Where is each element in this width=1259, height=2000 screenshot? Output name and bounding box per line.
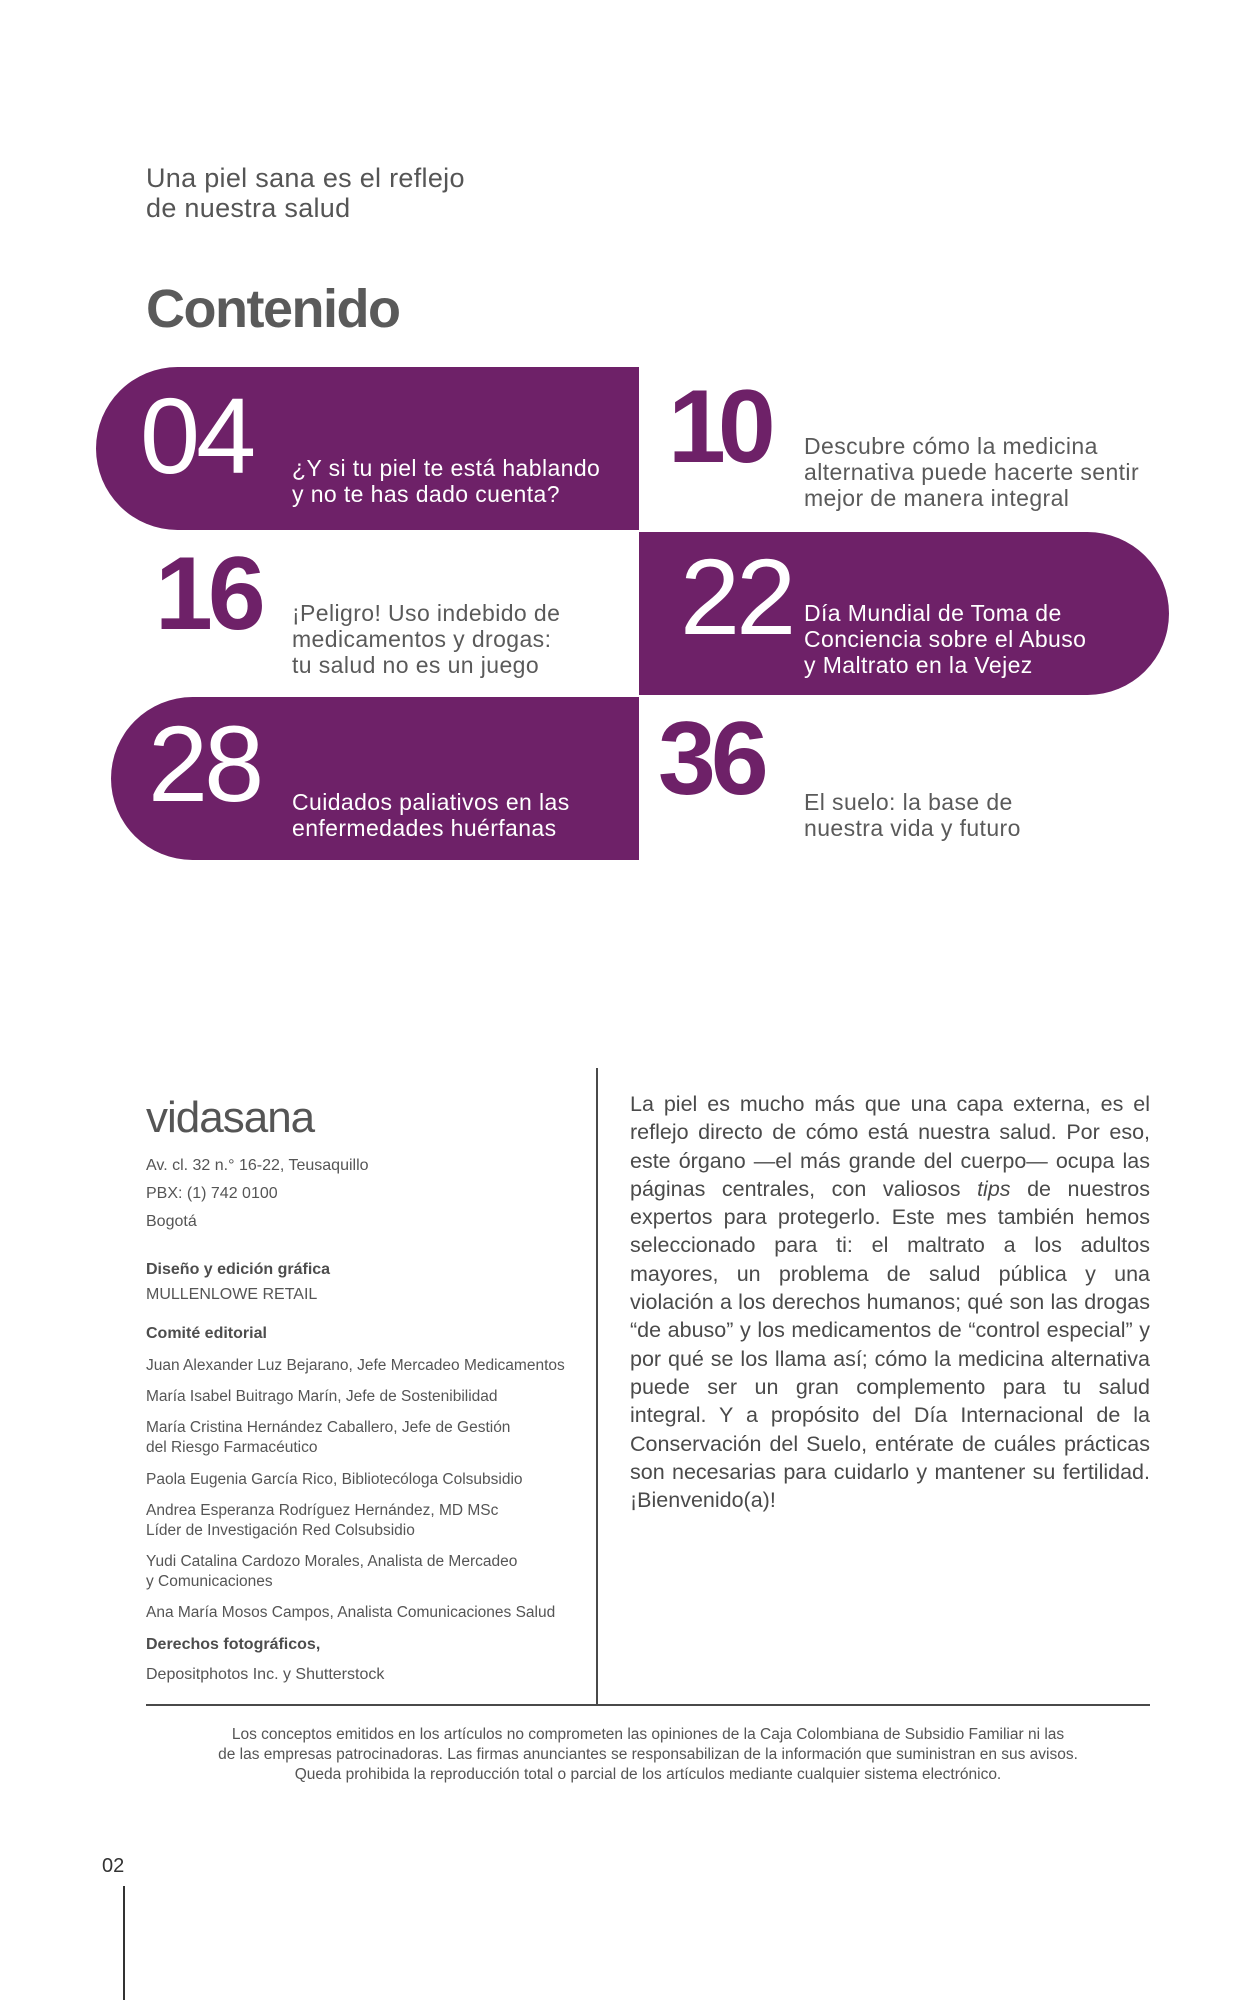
toc-page-number: 36 bbox=[658, 701, 764, 817]
committee-member-line: María Cristina Hernández Caballero, Jefe de Gestión bbox=[146, 1419, 511, 1436]
committee-heading: Comité editorial bbox=[146, 1325, 267, 1342]
vidasana-logo: vidasana bbox=[146, 1093, 315, 1142]
tagline-line-1: Una piel sana es el reflejo bbox=[146, 163, 465, 193]
committee-member bbox=[146, 1501, 498, 1541]
toc-entry-line: Cuidados paliativos en las bbox=[292, 789, 570, 815]
toc-page-number: 28 bbox=[148, 703, 261, 824]
toc-entry-title bbox=[804, 789, 1021, 841]
toc-entry-line: Día Mundial de Toma de bbox=[804, 600, 1062, 626]
page-number: 02 bbox=[102, 1855, 125, 1877]
toc-entry-line: El suelo: la base de bbox=[804, 789, 1013, 815]
disclaimer-line: Queda prohibida la reproducción total o parcial de los artículos mediante cualquier sistema electrónico. bbox=[294, 1766, 1002, 1783]
editorial-paragraph bbox=[630, 1090, 1150, 1514]
toc-entry-line: y no te has dado cuenta? bbox=[292, 481, 560, 507]
address: Av. cl. 32 n.° 16-22, Teusaquillo bbox=[146, 1157, 369, 1174]
toc-page-number: 16 bbox=[155, 536, 261, 652]
toc-entry-line: enfermedades huérfanas bbox=[292, 815, 557, 841]
phone: PBX: (1) 742 0100 bbox=[146, 1185, 278, 1202]
tagline bbox=[146, 163, 465, 223]
toc-entry-title bbox=[804, 600, 1086, 678]
toc-entry-title bbox=[804, 433, 1139, 511]
page-number-rule bbox=[123, 1886, 125, 2000]
committee-member: María Isabel Buitrago Marín, Jefe de Sostenibilidad bbox=[146, 1388, 498, 1405]
disclaimer bbox=[146, 1725, 1150, 1785]
committee-member: Paola Eugenia García Rico, Bibliotecóloga Colsubsidio bbox=[146, 1471, 523, 1488]
editorial-part-2: de nuestros expertos para protegerlo. Este mes también hemos seleccionado para ti: el maltrato a los adultos mayores, un problema de salud pública y una violación a los derechos humanos; qué son las drogas “de abuso” y los medicamentos de “control especial” y por qué se los llama así; cómo la medicina alternativa puede ser un gran complemento para tu salud integral. Y a propósito del Día Internacional de la Conservación del Suelo, entérate de cuáles prácticas son necesarias para cuidarlo y mantener su fertilidad. ¡Bienvenido(a)! bbox=[630, 1176, 1151, 1513]
footer-divider bbox=[146, 1704, 1150, 1706]
disclaimer-line: Los conceptos emitidos en los artículos no comprometen las opiniones de la Caja Colombiana de Subsidio Familiar ni las bbox=[231, 1726, 1065, 1743]
committee-member-line: del Riesgo Farmacéutico bbox=[146, 1439, 318, 1456]
toc-entry-line: Descubre cómo la medicina bbox=[804, 433, 1098, 459]
editorial-italic: tips bbox=[977, 1176, 1011, 1201]
column-divider bbox=[596, 1068, 598, 1705]
toc-entry-line: medicamentos y drogas: bbox=[292, 626, 552, 652]
toc-entry-title bbox=[292, 789, 570, 841]
toc-page-number: 10 bbox=[668, 369, 768, 485]
committee-member-line: Andrea Esperanza Rodríguez Hernández, MD MSc bbox=[146, 1502, 499, 1519]
tagline-line-2: de nuestra salud bbox=[146, 193, 351, 223]
editorial-text bbox=[630, 1090, 1150, 1514]
toc-entry-line: alternativa puede hacerte sentir bbox=[804, 459, 1140, 485]
committee-member-line: y Comunicaciones bbox=[146, 1573, 273, 1590]
photo-credit: Depositphotos Inc. y Shutterstock bbox=[146, 1666, 385, 1683]
toc-entry-line: ¡Peligro! Uso indebido de bbox=[292, 600, 561, 626]
committee-member-line: Yudi Catalina Cardozo Morales, Analista de Mercadeo bbox=[146, 1553, 518, 1570]
committee-member: Ana María Mosos Campos, Analista Comunicaciones Salud bbox=[146, 1604, 556, 1621]
toc-entry-line: tu salud no es un juego bbox=[292, 652, 540, 678]
toc-page-number: 22 bbox=[680, 536, 793, 657]
toc-entry-line: Conciencia sobre el Abuso bbox=[804, 626, 1087, 652]
committee-member-line: Líder de Investigación Red Colsubsidio bbox=[146, 1522, 415, 1539]
committee-member bbox=[146, 1552, 517, 1592]
toc-entry-line: mejor de manera integral bbox=[804, 485, 1070, 511]
contact-block bbox=[146, 1152, 369, 1236]
disclaimer-line: de las empresas patrocinadoras. Las firmas anunciantes se responsabilizan de la información que suministran en sus avisos. bbox=[218, 1746, 1078, 1763]
toc-entry-line: nuestra vida y futuro bbox=[804, 815, 1021, 841]
design-heading: Diseño y edición gráfica bbox=[146, 1261, 331, 1278]
design-agency: MULLENLOWE RETAIL bbox=[146, 1286, 318, 1303]
toc-entry-title bbox=[292, 455, 600, 507]
city: Bogotá bbox=[146, 1213, 197, 1230]
toc-title: Contenido bbox=[146, 279, 400, 339]
photo-heading: Derechos fotográficos, bbox=[146, 1636, 321, 1653]
toc-entry-title bbox=[292, 600, 560, 678]
committee-member: Juan Alexander Luz Bejarano, Jefe Mercadeo Medicamentos bbox=[146, 1357, 565, 1374]
toc-page-number: 04 bbox=[140, 375, 253, 496]
toc-entry-line: y Maltrato en la Vejez bbox=[804, 652, 1033, 678]
toc-entry-line: ¿Y si tu piel te está hablando bbox=[292, 455, 601, 481]
editorial-part-1: La piel es mucho más que una capa externa, es el reflejo directo de cómo está nuestra salud. Por eso, este órgano —el más grande del cuerpo— ocupa las páginas centrales, con valiosos bbox=[630, 1092, 1150, 1201]
committee-member bbox=[146, 1418, 510, 1458]
